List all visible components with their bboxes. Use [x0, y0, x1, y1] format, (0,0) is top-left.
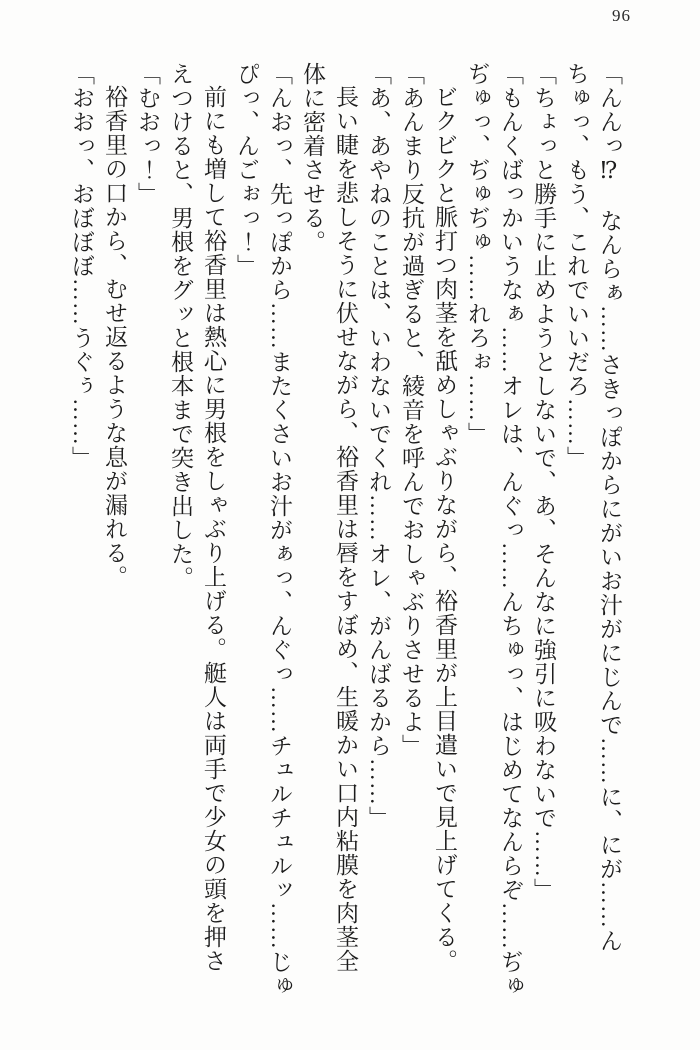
text-column: 「もんくばっかいうなぁ……オレは、んぐっ……んちゅっ、はじめてなんらぞ……ぢゅ [498, 62, 523, 998]
text-column: 「あんまり反抗が過ぎると、綾音を呼んでおしゃぶりさせるよ」 [399, 62, 424, 758]
text-column: 「ちょっと勝手に止めようとしないで、あ、そんなに強引に吸わないで……」 [531, 62, 556, 902]
text-column: えつけると、男根をグッと根本まで突き出した。 [168, 62, 193, 590]
text-column: 長い睫を悲しそうに伏せながら、裕香里は唇をすぼめ、生暖かい口内粘膜を肉茎全 [333, 85, 358, 973]
text-column: 「おおっ、おぼぼぼ……うぐぅ……」 [69, 62, 94, 470]
text-column: 「んんっ⁉ なんらぁ……さきっぽからにがいお汁がにじんで……に、にが……ん [597, 62, 622, 953]
text-column: 前にも増して裕香里は熱心に男根をしゃぶり上げる。艇人は両手で少女の頭を押さ [201, 85, 226, 973]
page-number: 96 [612, 6, 631, 25]
text-column: ぴっ、んごぉっ！」 [234, 62, 259, 278]
text-column: ぢゅっ、ぢゅぢゅ……れろぉ……」 [465, 62, 490, 446]
text-area [65, 62, 626, 1006]
text-column: 「むおっ！」 [135, 62, 160, 206]
text-column: 「あ、あやねのことは、いわないでくれ……オレ、がんばるから……」 [366, 62, 391, 830]
text-column: 裕香里の口から、むせ返るような息が漏れる。 [102, 85, 127, 589]
text-column: 体に密着させる。 [300, 62, 325, 254]
text-column: ビクビクと脈打つ肉茎を舐めしゃぶりながら、裕香里が上目遣いで見上げてくる。 [432, 85, 457, 973]
text-column: 「んおっ、先っぽから……またくさいお汁がぁっ、んぐっ……チュルチュルッ……じゅ [267, 62, 292, 998]
text-column: ちゅっ、もう、これでいいだろ……」 [564, 62, 589, 470]
